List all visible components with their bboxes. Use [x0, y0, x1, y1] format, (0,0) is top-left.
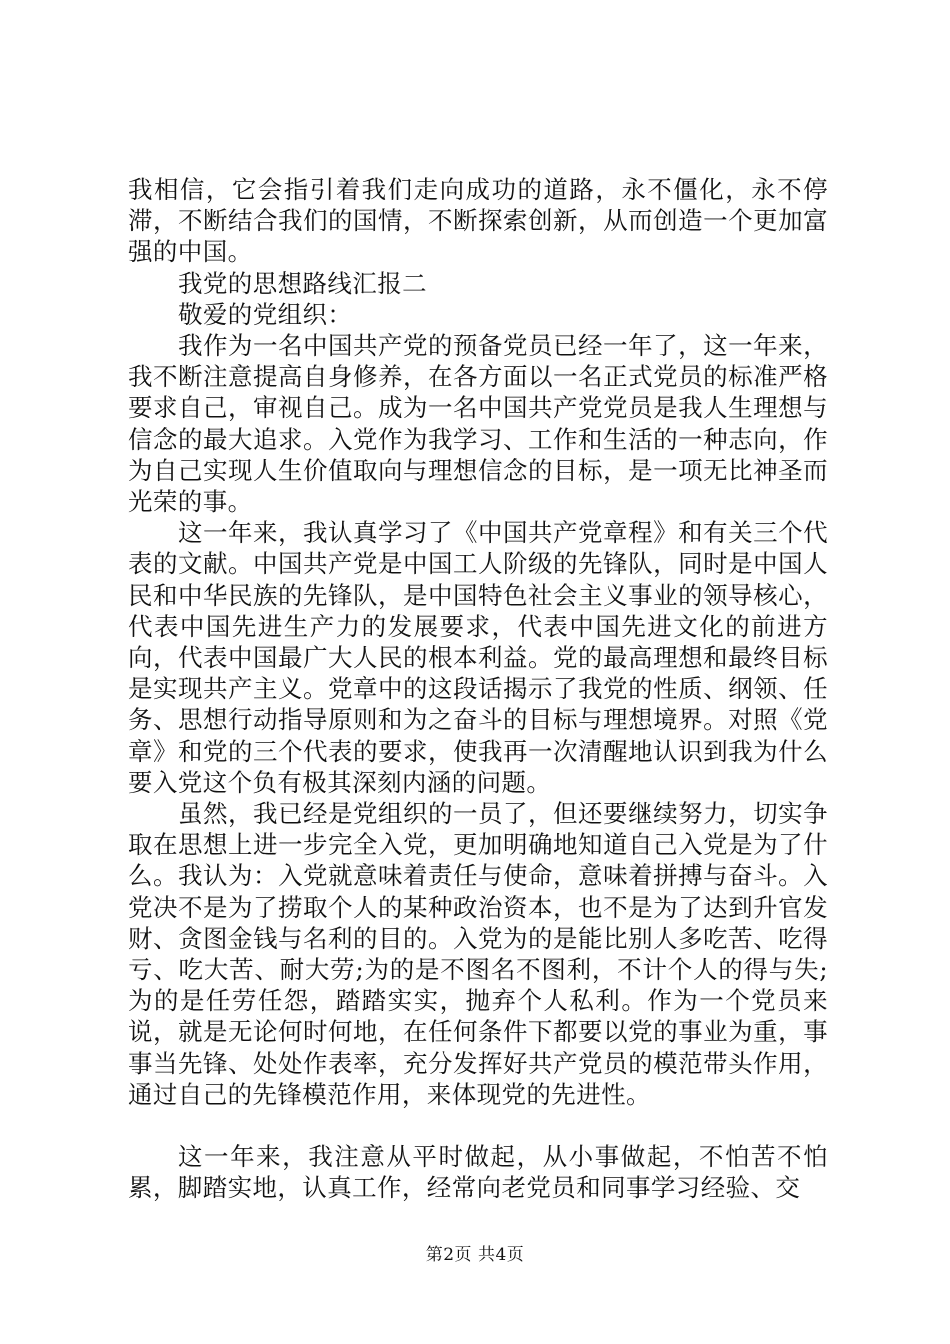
paragraph: 虽然，我已经是党组织的一员了，但还要继续努力，切实争取在思想上进一步完全入党，更加明确地知道自己入党是为了什么。我认为：入党就意味着责任与使命，意味着拼搏与奋斗。入党决不是为了捞取个人的某种政治资本，也不是为了达到升官发财、贪图金钱与名利的目的。入党为的是能比别人多吃苦、吃得亏、吃大苦、耐大劳;为的是不图名不图利，不计个人的得与失;为的是任劳任怨，踏踏实实，抛弃个人私利。作为一个党员来说，就是无论何时何地，在任何条件下都要以党的事业为重，事事当先锋、处处作表率，充分发挥好共产党员的模范带头作用，通过自己的先锋模范作用，来体现党的先进性。 — [128, 799, 828, 1109]
paragraph: 这一年来，我认真学习了《中国共产党章程》和有关三个代表的文献。中国共产党是中国工人阶级的先锋队，同时是中国人民和中华民族的先锋队，是中国特色社会主义事业的领导核心，代表中国先进生产力的发展要求，代表中国先进文化的前进方向，代表中国最广大人民的根本利益。党的最高理想和最终目标是实现共产主义。党章中的这段话揭示了我党的性质、纲领、任务、思想行动指导原则和为之奋斗的目标与理想境界。对照《党章》和党的三个代表的要求，使我再一次清醒地认识到我为什么要入党这个负有极其深刻内涵的问题。 — [128, 518, 828, 797]
page-number-footer: 第2页 共4页 — [425, 1245, 525, 1265]
document-body — [128, 174, 828, 1204]
salutation: 敬爱的党组织： — [178, 299, 353, 329]
paragraph-continuation: 我相信，它会指引着我们走向成功的道路，永不僵化，永不停滞，不断结合我们的国情，不断探索创新，从而创造一个更加富强的中国。 — [128, 175, 828, 267]
section-heading: 我党的思想路线汇报二 — [178, 268, 427, 298]
paragraph: 我作为一名中国共产党的预备党员已经一年了，这一年来，我不断注意提高自身修养，在各方面以一名正式党员的标准严格要求自己，审视自己。成为一名中国共产党党员是我人生理想与信念的最大追求。入党作为我学习、工作和生活的一种志向，作为自己实现人生价值取向与理想信念的目标，是一项无比神圣而光荣的事。 — [128, 331, 828, 517]
paragraph: 这一年来，我注意从平时做起，从小事做起，不怕苦不怕累，脚踏实地，认真工作，经常向老党员和同事学习经验、交 — [128, 1142, 828, 1203]
